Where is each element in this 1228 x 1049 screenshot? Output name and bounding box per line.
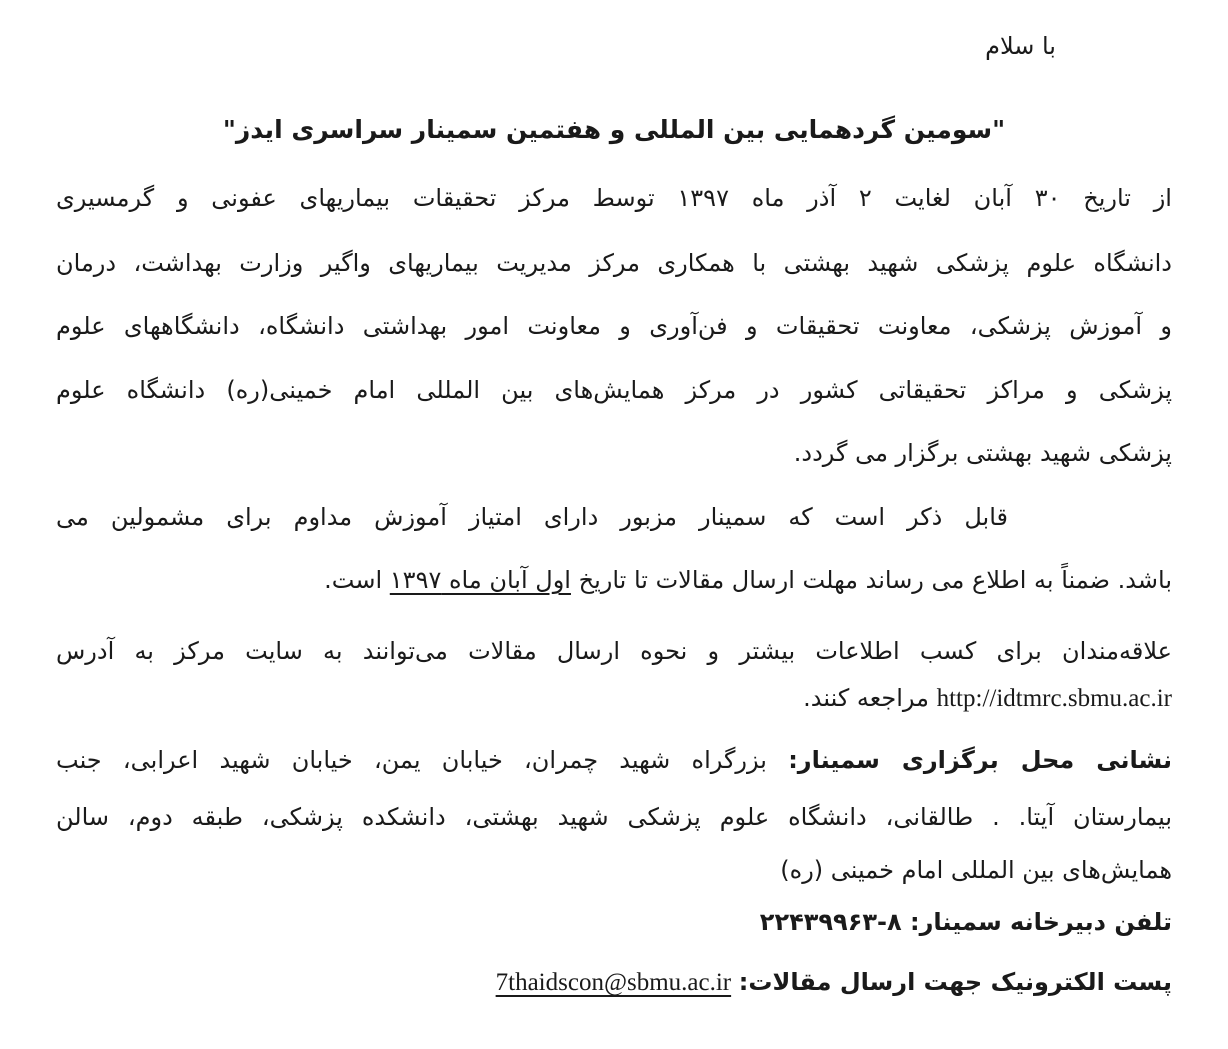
deadline-date: اول آبان ماه ۱۳۹۷ bbox=[389, 566, 571, 594]
info-line bbox=[56, 678, 1172, 719]
phone-label: تلفن دبیرخانه سمینار: bbox=[909, 908, 1172, 936]
credits-line bbox=[56, 560, 1172, 600]
phone-number: ۸-۲۲۴۳۹۹۶۳ bbox=[759, 908, 910, 936]
greeting: با سلام bbox=[985, 32, 1056, 60]
seminar-title: "سومین گردهمایی بین المللی و هفتمین سمینار سراسری ایدز" bbox=[222, 115, 1006, 144]
email-line bbox=[56, 962, 1172, 1003]
email-label: پست الکترونیک جهت ارسال مقالات: bbox=[738, 968, 1172, 996]
address-line: بیمارستان آیتا. . طالقانی، دانشگاه علوم پزشکی شهید بهشتی، دانشکده پزشکی، طبقه دوم، سالن bbox=[56, 803, 1172, 831]
intro-line: پزشکی شهید بهشتی برگزار می گردد. bbox=[793, 439, 1172, 467]
address-text: بزرگراه شهید چمران، خیابان یمن، خیابان شهید اعرابی، جنب bbox=[56, 746, 789, 774]
address-line: همایش‌های بین المللی امام خمینی (ره) bbox=[780, 856, 1172, 884]
address-label: نشانی محل برگزاری سمینار: bbox=[788, 746, 1172, 774]
info-line: علاقه‌مندان برای کسب اطلاعات بیشتر و نحوه ارسال مقالات می‌توانند به سایت مرکز به آدرس bbox=[56, 637, 1172, 665]
info-suffix: مراجعه کنند. bbox=[803, 684, 937, 712]
intro-line: و آموزش پزشکی، معاونت تحقیقات و فن‌آوری و معاونت امور بهداشتی دانشگاه، دانشگاههای علوم bbox=[56, 312, 1172, 340]
email-address[interactable]: 7thaidscon@sbmu.ac.ir bbox=[495, 969, 732, 996]
address-line bbox=[56, 740, 1172, 780]
intro-line: دانشگاه علوم پزشکی شهید بهشتی با همکاری مرکز مدیریت بیماریهای واگیر وزارت بهداشت، درمان bbox=[56, 249, 1172, 277]
phone-line bbox=[56, 902, 1172, 942]
credits-line: قابل ذکر است که سمینار مزبور دارای امتیاز آموزش مداوم برای مشمولین می bbox=[56, 503, 1008, 531]
deadline-text: باشد. ضمناً به اطلاع می رساند مهلت ارسال مقالات تا تاریخ bbox=[570, 566, 1172, 594]
intro-line: از تاریخ ۳۰ آبان لغایت ۲ آذر ماه ۱۳۹۷ توسط مرکز تحقیقات بیماریهای عفونی و گرمسیری bbox=[56, 184, 1172, 212]
intro-line: پزشکی و مراکز تحقیقاتی کشور در مرکز همایش‌های بین المللی امام خمینی(ره) دانشگاه علوم bbox=[56, 376, 1172, 404]
website-link[interactable]: http://idtmrc.sbmu.ac.ir bbox=[936, 685, 1172, 712]
deadline-suffix: است. bbox=[324, 566, 390, 594]
